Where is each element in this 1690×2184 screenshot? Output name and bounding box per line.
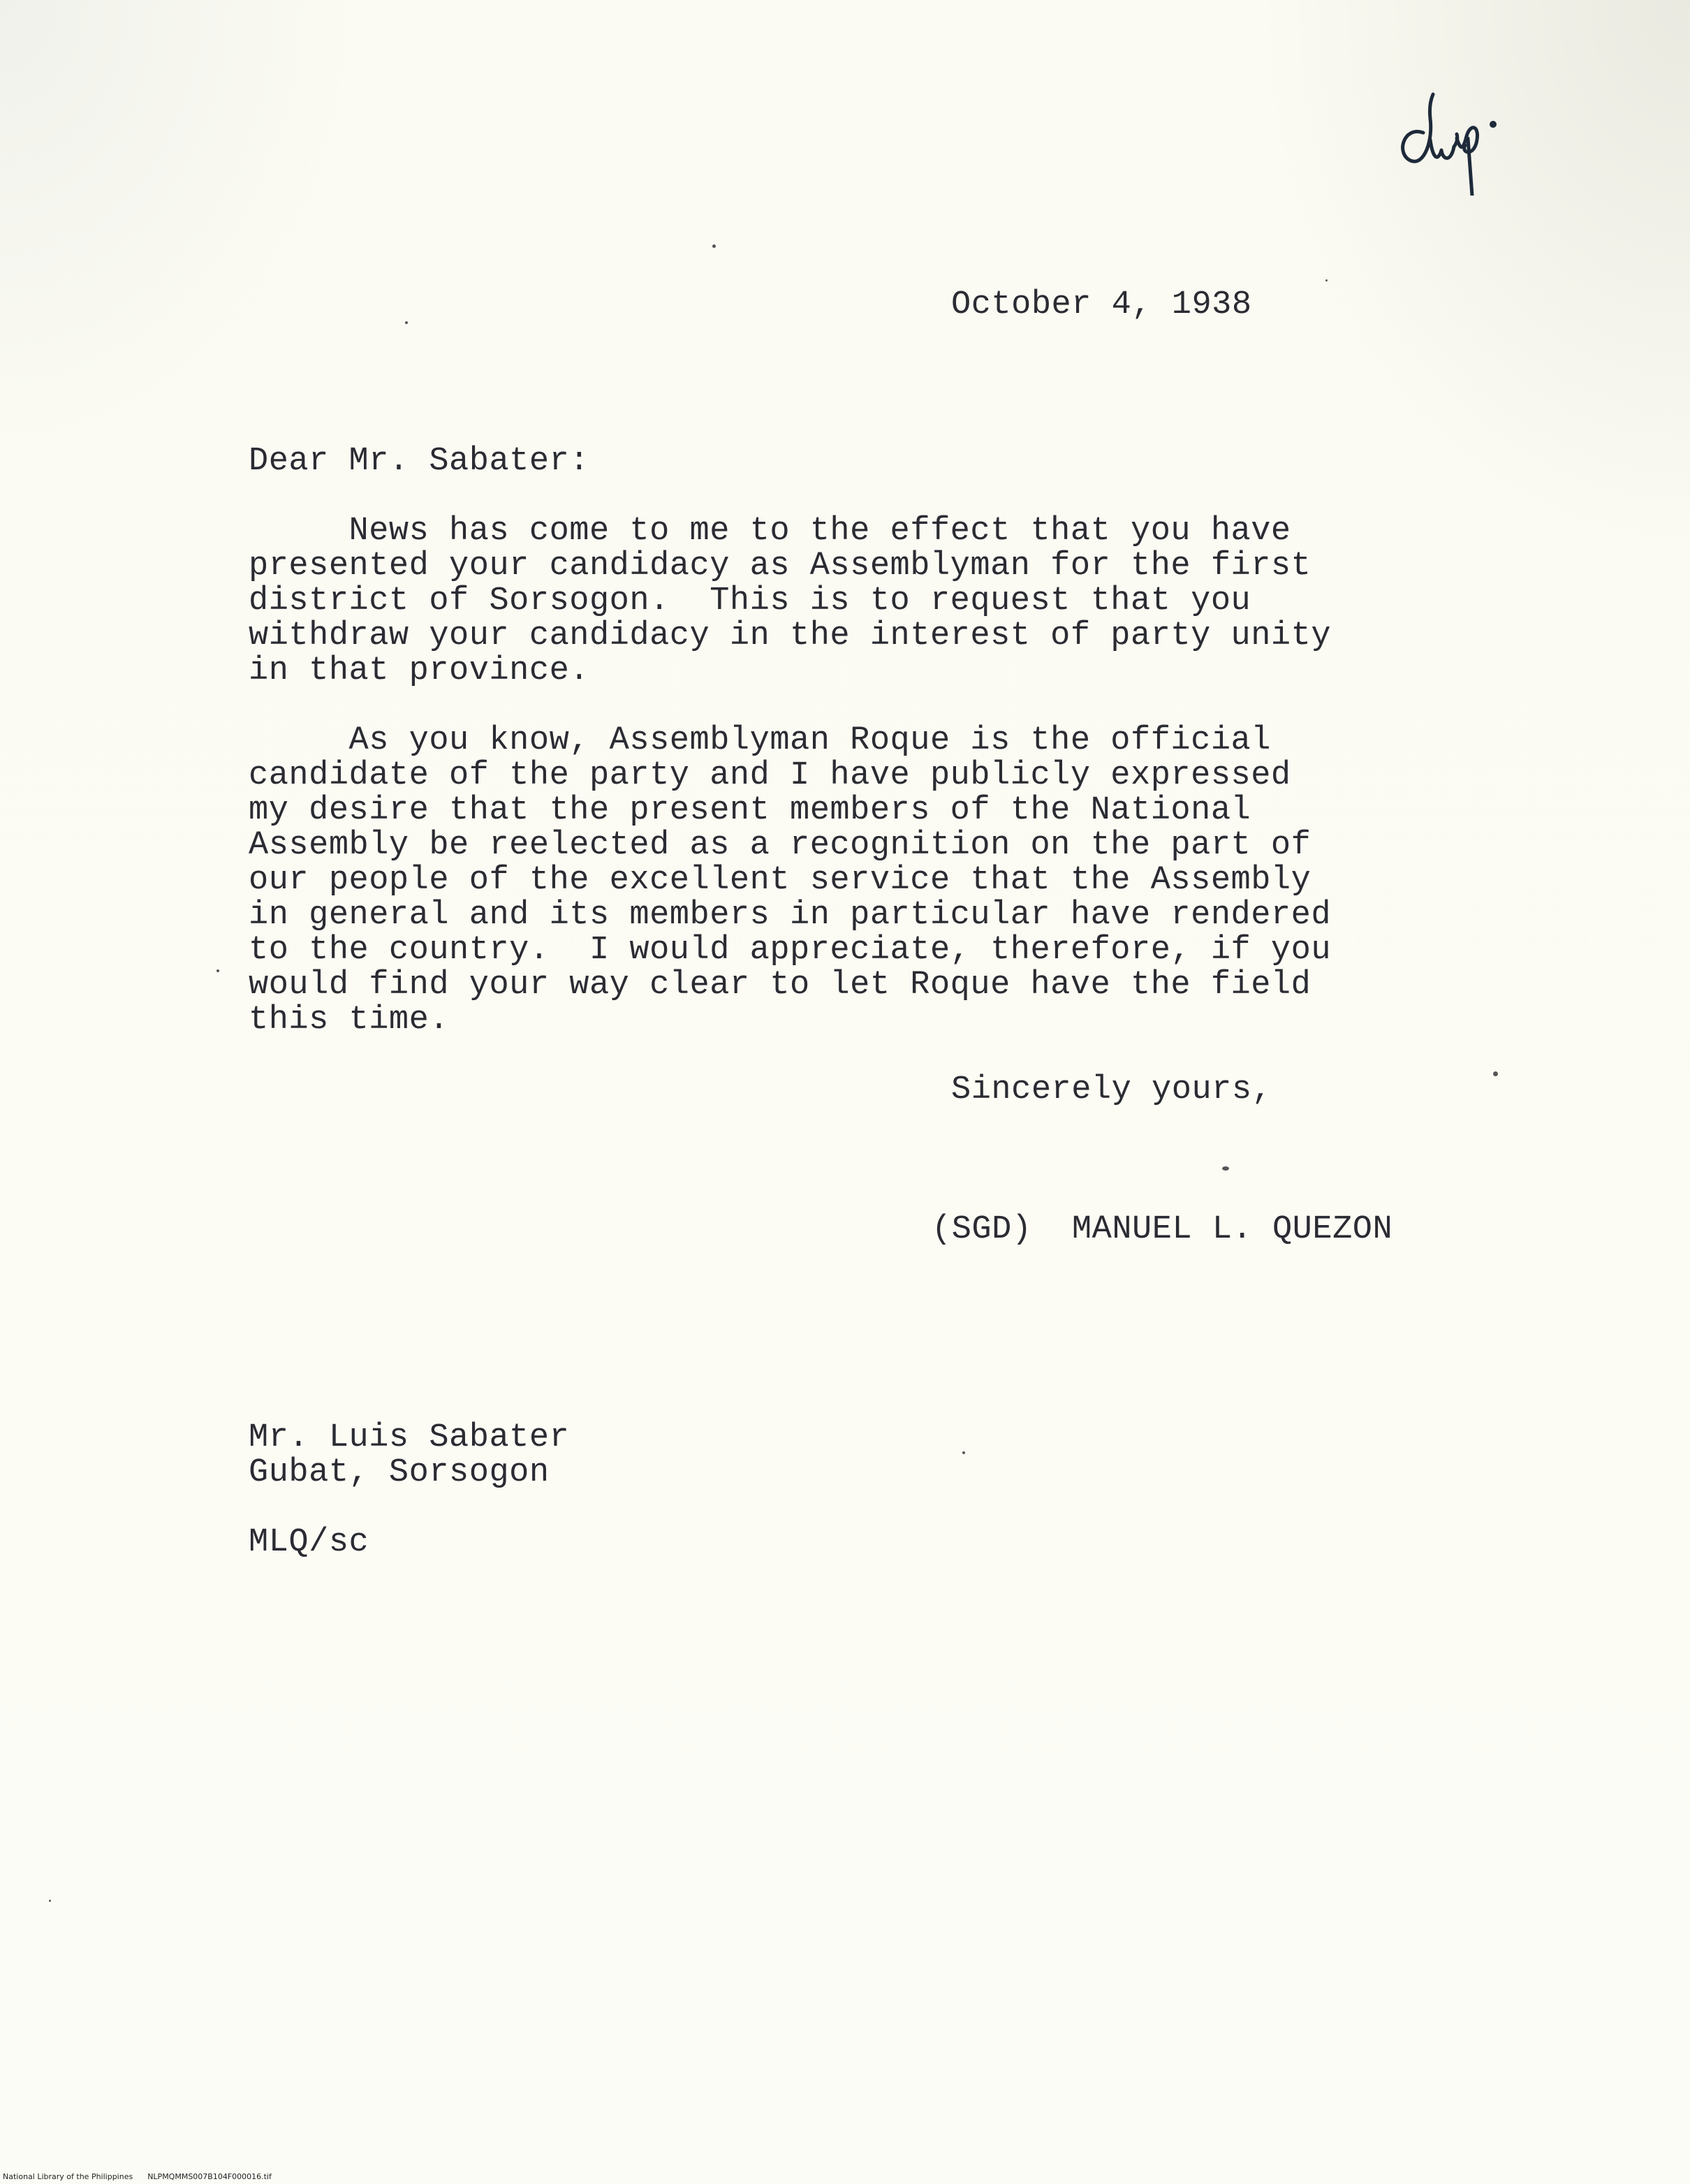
paper-speck: [405, 321, 408, 324]
paragraph-line: would find your way clear to let Roque have the field: [249, 967, 1311, 1004]
paragraph-line: Assembly be reelected as a recognition on the part of: [249, 827, 1311, 864]
paper-speck: [49, 1900, 51, 1902]
paper-speck: [1222, 1166, 1229, 1171]
recipient-address: Gubat, Sorsogon: [249, 1454, 550, 1491]
paragraph-line: candidate of the party and I have publicly expressed: [249, 757, 1291, 794]
paper-speck: [1493, 1071, 1498, 1076]
paper-speck: [962, 1451, 965, 1454]
recipient-name: Mr. Luis Sabater: [249, 1419, 570, 1456]
handwritten-annotation: [1390, 56, 1529, 196]
paragraph-line: As you know, Assemblyman Roque is the official: [249, 722, 1271, 759]
paragraph-line: in that province.: [249, 652, 589, 689]
salutation: Dear Mr. Sabater:: [249, 443, 589, 480]
paper-speck: [1325, 279, 1328, 281]
reference-initials: MLQ/sc: [249, 1524, 369, 1561]
signature: (SGD) MANUEL L. QUEZON: [932, 1211, 1393, 1248]
closing: Sincerely yours,: [951, 1071, 1272, 1108]
paragraph-line: district of Sorsogon. This is to request that you: [249, 582, 1251, 620]
paragraph-line: withdraw your candidacy in the interest of party unity: [249, 617, 1332, 654]
paragraph-line: News has come to me to the effect that you have: [249, 513, 1291, 550]
footer-file-id: NLPMQMMS007B104F000016.tif: [147, 2172, 272, 2181]
paragraph-line: my desire that the present members of the National: [249, 792, 1251, 829]
paragraph-line: this time.: [249, 1002, 450, 1039]
paragraph-line: in general and its members in particular have rendered: [249, 897, 1332, 934]
paragraph-line: presented your candidacy as Assemblyman for the first: [249, 548, 1311, 585]
scan-footer: [3, 2173, 272, 2181]
paper-speck: [216, 969, 219, 972]
paragraph-line: our people of the excellent service that the Assembly: [249, 862, 1311, 899]
paragraph-line: to the country. I would appreciate, therefore, if you: [249, 932, 1332, 969]
paper-speck: [712, 244, 716, 248]
letter-date: October 4, 1938: [951, 286, 1252, 323]
footer-library: National Library of the Philippines: [3, 2172, 133, 2181]
